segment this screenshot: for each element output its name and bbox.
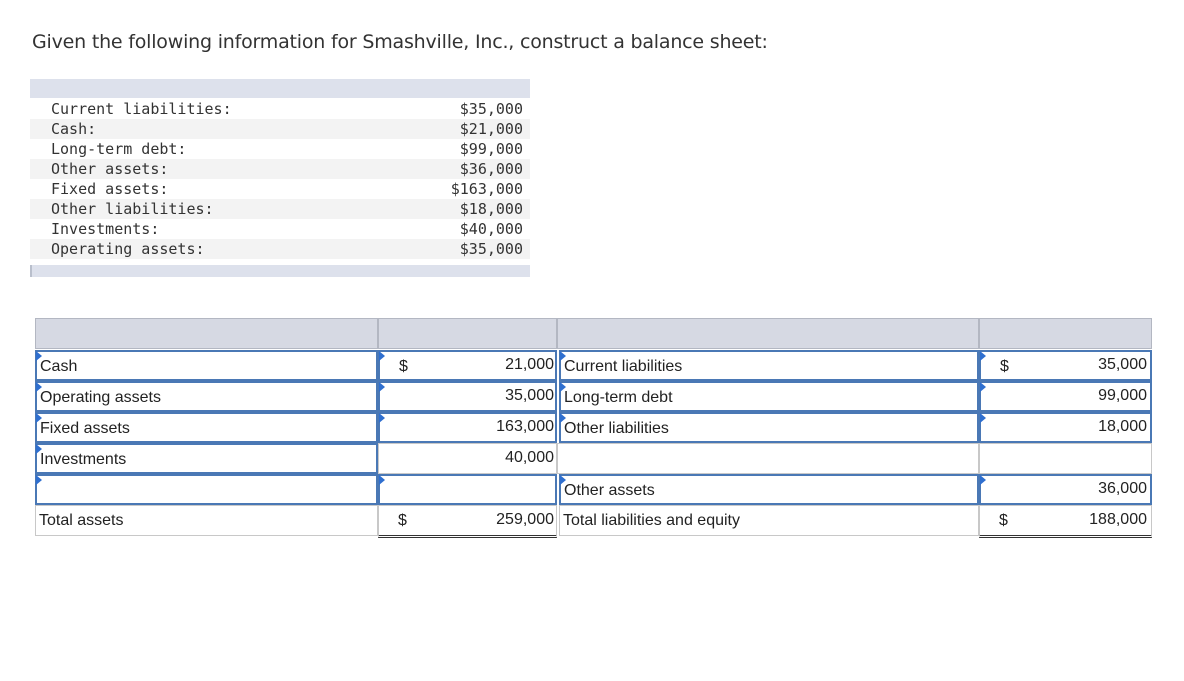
given-value: $35,000 bbox=[459, 240, 523, 258]
given-value: $163,000 bbox=[450, 180, 523, 198]
given-value: $40,000 bbox=[459, 220, 523, 238]
given-information-table bbox=[30, 79, 530, 277]
liability-label-input[interactable]: Other liabilities bbox=[559, 412, 979, 443]
total-liabilities-value: 188,000 bbox=[1089, 511, 1147, 528]
liability-label-cell bbox=[557, 443, 979, 474]
header-assets-amount bbox=[378, 318, 557, 349]
given-table-footer-rule bbox=[30, 265, 32, 277]
given-table-footer-band bbox=[30, 265, 530, 277]
liability-value: 35,000 bbox=[1098, 356, 1147, 373]
given-value: $36,000 bbox=[459, 160, 523, 178]
given-row bbox=[30, 239, 530, 259]
question-text: Given the following information for Smashville, Inc., construct a balance sheet: bbox=[32, 31, 768, 53]
given-label: Other assets: bbox=[51, 160, 169, 178]
asset-label-input[interactable]: Fixed assets bbox=[35, 412, 378, 443]
liability-label-input[interactable]: Other assets bbox=[559, 474, 979, 505]
asset-label-input[interactable]: Cash bbox=[35, 350, 378, 381]
given-label: Investments: bbox=[51, 220, 160, 238]
asset-value: 40,000 bbox=[505, 449, 554, 466]
given-label: Current liabilities: bbox=[51, 100, 232, 118]
asset-value: 35,000 bbox=[505, 387, 554, 404]
given-row bbox=[30, 159, 530, 179]
liability-value: 18,000 bbox=[1098, 418, 1147, 435]
given-label: Other liabilities: bbox=[51, 200, 214, 218]
liability-value: 99,000 bbox=[1098, 387, 1147, 404]
asset-value: 21,000 bbox=[505, 356, 554, 373]
liability-label-input[interactable]: Current liabilities bbox=[559, 350, 979, 381]
asset-amount-input[interactable] bbox=[378, 474, 557, 505]
given-label: Long-term debt: bbox=[51, 140, 187, 158]
asset-label-input[interactable] bbox=[35, 474, 378, 505]
total-assets-label: Total assets bbox=[35, 505, 378, 536]
asset-label-input[interactable]: Operating assets bbox=[35, 381, 378, 412]
liability-value: 36,000 bbox=[1098, 480, 1147, 497]
total-liabilities-label: Total liabilities and equity bbox=[559, 505, 979, 536]
given-row bbox=[30, 119, 530, 139]
header-liabilities-amount bbox=[979, 318, 1152, 349]
total-liabilities-dollar: $ bbox=[979, 505, 1152, 538]
asset-label-input[interactable]: Investments bbox=[35, 443, 378, 474]
liability-amount-cell bbox=[979, 443, 1152, 474]
given-row bbox=[30, 99, 530, 119]
asset-value: 163,000 bbox=[496, 418, 554, 435]
header-liabilities-label bbox=[557, 318, 979, 349]
given-value: $35,000 bbox=[459, 100, 523, 118]
given-label: Fixed assets: bbox=[51, 180, 169, 198]
given-row bbox=[30, 179, 530, 199]
total-assets-value: 259,000 bbox=[496, 511, 554, 528]
asset-dollar[interactable]: $ bbox=[378, 350, 557, 381]
given-row bbox=[30, 199, 530, 219]
given-value: $21,000 bbox=[459, 120, 523, 138]
given-row bbox=[30, 219, 530, 239]
given-label: Cash: bbox=[51, 120, 97, 138]
given-table-header-band bbox=[30, 79, 530, 98]
given-value: $99,000 bbox=[459, 140, 523, 158]
total-assets-dollar: $ bbox=[378, 505, 557, 538]
given-label: Operating assets: bbox=[51, 240, 205, 258]
liability-label-input[interactable]: Long-term debt bbox=[559, 381, 979, 412]
given-row bbox=[30, 139, 530, 159]
liability-dollar[interactable]: $ bbox=[979, 350, 1152, 381]
given-value: $18,000 bbox=[459, 200, 523, 218]
header-assets-label bbox=[35, 318, 378, 349]
